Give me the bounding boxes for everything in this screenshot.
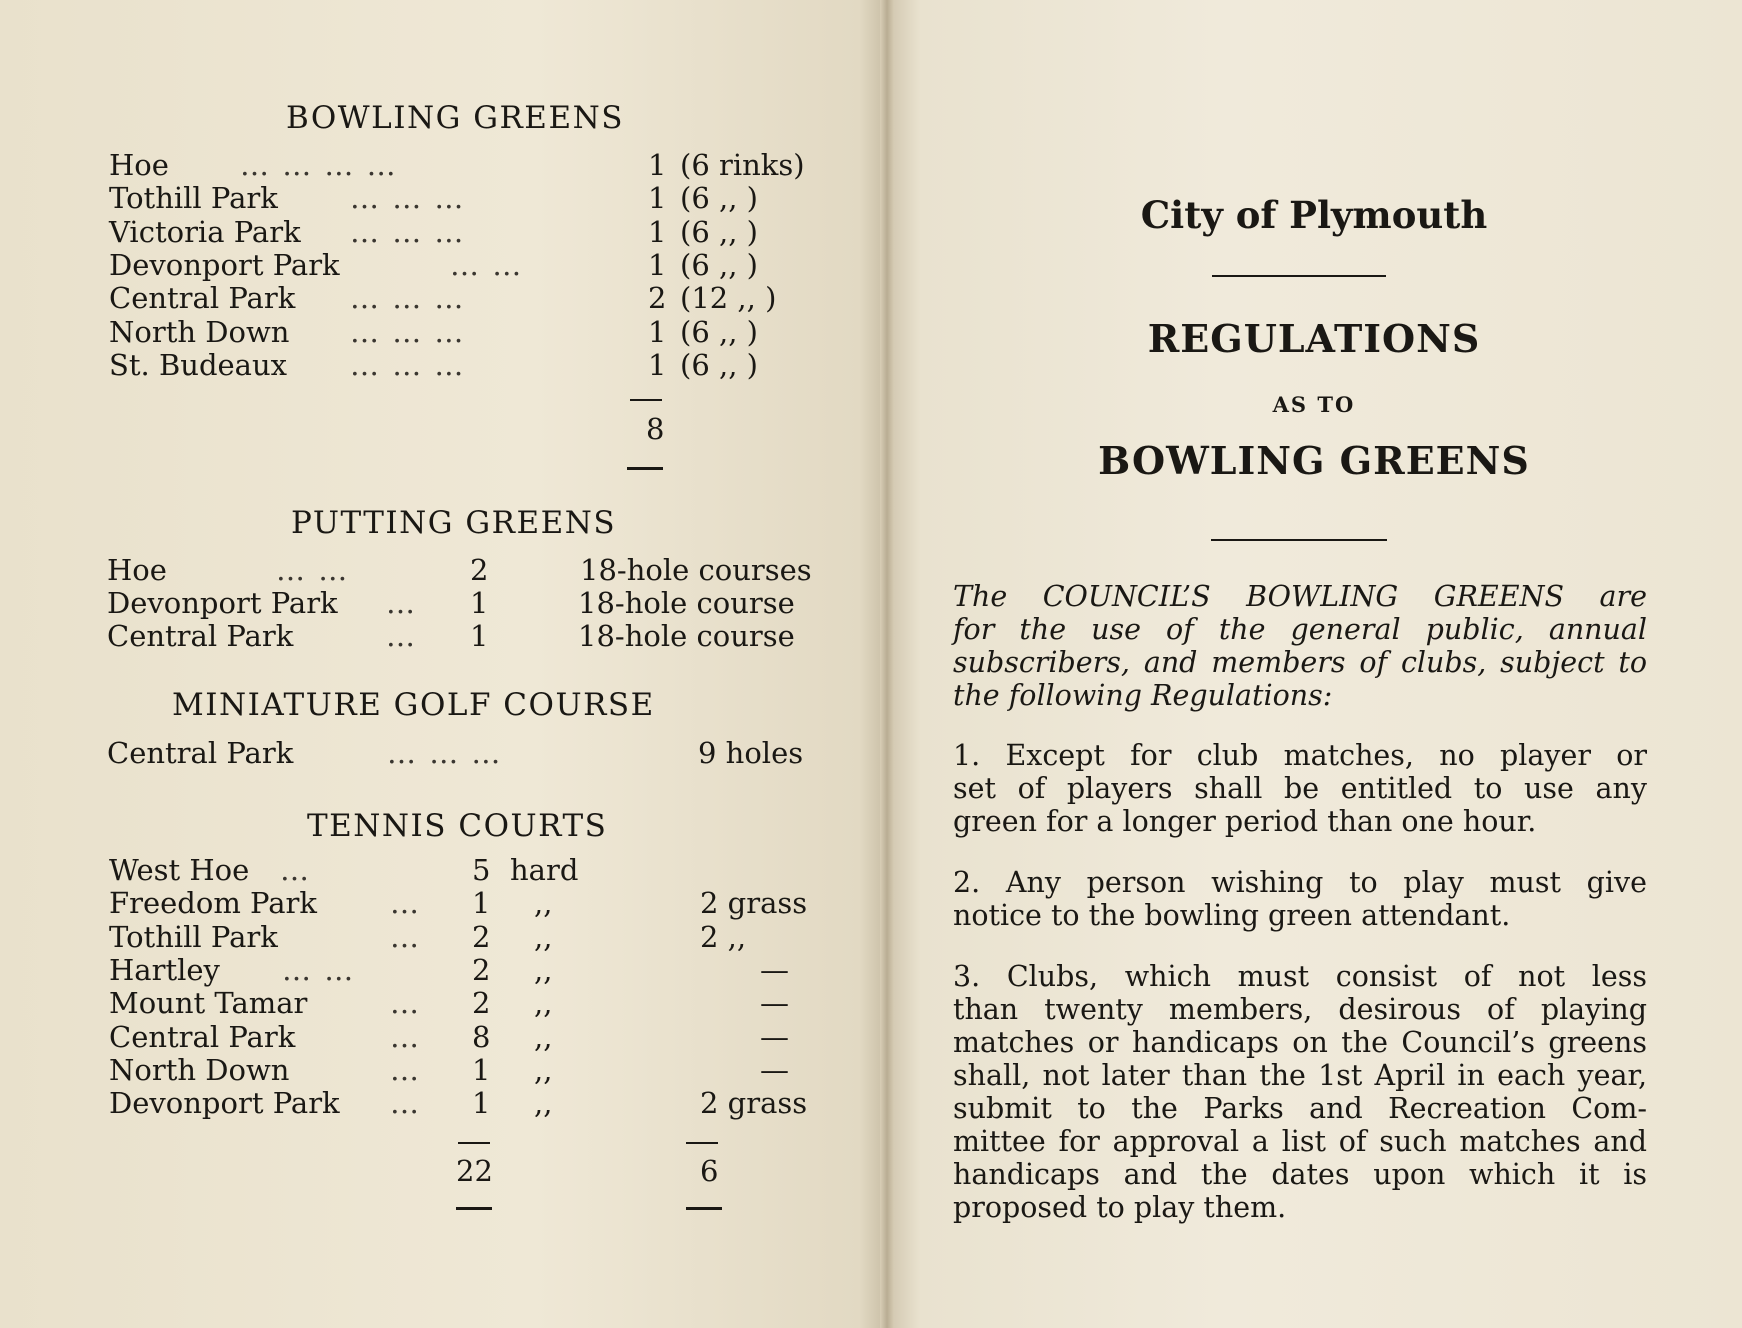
- venue-name: St. Budeaux: [109, 347, 287, 382]
- leader-dots: … …: [282, 952, 356, 987]
- leader-dots: …: [280, 853, 311, 887]
- hard-court-count: 2: [472, 986, 491, 1021]
- bowling-total: 8: [646, 412, 665, 446]
- course-count: 2: [470, 553, 489, 587]
- leader-dots: …: [390, 1086, 421, 1121]
- title-rule: [1212, 275, 1386, 277]
- venue-name: Central Park: [109, 1019, 296, 1054]
- leader-dots: …: [386, 619, 417, 653]
- tennis-courts-title: TENNIS COURTS: [307, 808, 608, 844]
- rinks-detail: (6 rinks): [680, 148, 805, 182]
- green-count: 1: [648, 148, 667, 182]
- tennis-grass-total-rule: [686, 1207, 722, 1210]
- bowling-total-row: [0, 412, 886, 446]
- text-line: for the use of the general public, annual: [953, 613, 1647, 646]
- leader-dots: … …: [276, 553, 350, 587]
- grass-court-count: —: [760, 1052, 789, 1087]
- grass-court-count: —: [760, 952, 789, 987]
- regulation-3: [953, 960, 1647, 1224]
- rinks-detail: (12 ,, ): [680, 281, 777, 316]
- venue-name: North Down: [109, 1052, 290, 1087]
- leader-dots: …: [390, 986, 421, 1021]
- table-row: [0, 1020, 886, 1054]
- table-row: [0, 986, 886, 1020]
- leader-dots: …: [390, 1052, 421, 1087]
- golf-row: [0, 736, 886, 770]
- rinks-detail: (6 ,, ): [680, 181, 758, 216]
- text-line: matches or handicaps on the Council’s greens: [953, 1026, 1647, 1059]
- venue-name: Victoria Park: [109, 214, 301, 249]
- leader-dots: …: [390, 886, 421, 921]
- green-count: 1: [648, 214, 667, 249]
- leader-dots: …: [390, 1019, 421, 1054]
- venue-name: Tothill Park: [109, 181, 278, 216]
- table-row: [0, 248, 886, 282]
- heading-rule: [1211, 539, 1387, 541]
- text-line: mittee for approval a list of such matches and: [953, 1125, 1647, 1158]
- course-detail: 18-hole course: [578, 586, 795, 620]
- regulations-heading: REGULATIONS: [1147, 316, 1481, 361]
- hard-court-count: 8: [472, 1019, 491, 1054]
- table-row: [0, 181, 886, 215]
- course-detail: 18-hole course: [578, 619, 795, 653]
- golf-dots: … … …: [387, 736, 503, 770]
- table-row: [0, 953, 886, 987]
- golf-venue: Central Park: [107, 736, 294, 770]
- green-count: 1: [648, 181, 667, 216]
- court-kind: ,,: [534, 919, 553, 954]
- text-line: the following Regulations:: [953, 679, 1333, 712]
- grass-court-count: 2 ,,: [700, 919, 747, 954]
- text-line: set of players shall be entitled to use any: [953, 772, 1647, 805]
- golf-holes: 9 holes: [698, 736, 804, 770]
- green-count: 1: [648, 347, 667, 382]
- table-row: [0, 1086, 886, 1120]
- tennis-total-grass: 6: [700, 1154, 719, 1188]
- text-line: subscribers, and members of clubs, subject to: [953, 646, 1647, 679]
- table-row: [0, 553, 886, 587]
- grass-court-count: 2 grass: [700, 1086, 808, 1121]
- table-row: [0, 619, 886, 653]
- venue-name: Central Park: [109, 281, 296, 316]
- hard-court-count: 1: [472, 1052, 491, 1087]
- table-row: [0, 586, 886, 620]
- leader-dots: … …: [450, 247, 524, 282]
- venue-name: Hoe: [107, 553, 167, 587]
- tennis-total-row: [0, 1154, 886, 1188]
- grass-court-count: —: [760, 1019, 789, 1054]
- city-title: City of Plymouth: [1140, 193, 1488, 237]
- rinks-detail: (6 ,, ): [680, 247, 758, 282]
- intro-paragraph: [953, 580, 1647, 712]
- venue-name: Tothill Park: [109, 919, 278, 954]
- court-kind: ,,: [534, 886, 553, 921]
- tennis-hard-total-rule: [456, 1207, 492, 1210]
- venue-name: Devonport Park: [109, 1086, 340, 1121]
- venue-name: Hoe: [109, 148, 169, 182]
- putting-greens-title: PUTTING GREENS: [291, 505, 617, 541]
- venue-name: Central Park: [107, 619, 294, 653]
- rinks-detail: (6 ,, ): [680, 347, 758, 382]
- text-line: handicaps and the dates upon which it is: [953, 1158, 1647, 1191]
- court-kind: hard: [510, 853, 579, 887]
- course-count: 1: [470, 586, 489, 620]
- miniature-golf-title: MINIATURE GOLF COURSE: [172, 687, 655, 723]
- table-row: [0, 1053, 886, 1087]
- as-to-label: AS TO: [1272, 392, 1356, 417]
- green-count: 1: [648, 247, 667, 282]
- hard-court-count: 1: [472, 886, 491, 921]
- table-row: [0, 348, 886, 382]
- court-kind: ,,: [534, 1019, 553, 1054]
- green-count: 2: [648, 281, 667, 316]
- text-line: proposed to play them.: [953, 1191, 1287, 1224]
- tennis-grass-subtotal-rule: [686, 1142, 718, 1144]
- venue-name: Devonport Park: [107, 586, 338, 620]
- text-line: 3. Clubs, which must consist of not less: [953, 960, 1647, 993]
- leader-dots: …: [386, 586, 417, 620]
- leader-dots: … … …: [350, 214, 466, 249]
- regulation-2: [953, 866, 1647, 932]
- leader-dots: … … …: [350, 314, 466, 349]
- grass-court-count: 2 grass: [700, 886, 808, 921]
- table-row: [0, 853, 886, 887]
- bowling-greens-heading: BOWLING GREENS: [1098, 438, 1530, 483]
- court-kind: ,,: [534, 952, 553, 987]
- grass-court-count: —: [760, 986, 789, 1021]
- leader-dots: … … …: [350, 347, 466, 382]
- bowling-greens-title: BOWLING GREENS: [286, 100, 624, 136]
- venue-name: West Hoe: [109, 853, 250, 887]
- text-line: notice to the bowling green attendant.: [953, 899, 1511, 932]
- court-kind: ,,: [534, 1086, 553, 1121]
- table-row: [0, 215, 886, 249]
- text-line: submit to the Parks and Recreation Com-: [953, 1092, 1647, 1125]
- bowling-subtotal-rule: [630, 399, 662, 401]
- court-kind: ,,: [534, 986, 553, 1021]
- hard-court-count: 2: [472, 952, 491, 987]
- table-row: [0, 315, 886, 349]
- green-count: 1: [648, 314, 667, 349]
- regulation-1: [953, 739, 1647, 838]
- tennis-hard-subtotal-rule: [458, 1142, 490, 1144]
- venue-name: Hartley: [109, 952, 220, 987]
- leader-dots: … … …: [350, 281, 466, 316]
- leader-dots: …: [390, 919, 421, 954]
- venue-name: Freedom Park: [109, 886, 317, 921]
- table-row: [0, 920, 886, 954]
- hard-court-count: 1: [472, 1086, 491, 1121]
- leader-dots: … … …: [350, 181, 466, 216]
- course-count: 1: [470, 619, 489, 653]
- text-line: shall, not later than the 1st April in each year,: [953, 1059, 1647, 1092]
- text-line: 2. Any person wishing to play must give: [953, 866, 1647, 899]
- tennis-total-hard: 22: [456, 1154, 493, 1188]
- table-row: [0, 148, 886, 182]
- bowling-total-rule: [627, 467, 663, 470]
- text-line: green for a longer period than one hour.: [953, 805, 1537, 838]
- rinks-detail: (6 ,, ): [680, 314, 758, 349]
- course-detail: 18-hole courses: [580, 553, 812, 587]
- venue-name: North Down: [109, 314, 290, 349]
- court-kind: ,,: [534, 1052, 553, 1087]
- table-row: [0, 886, 886, 920]
- text-line: than twenty members, desirous of playing: [953, 993, 1647, 1026]
- leader-dots: … … … …: [240, 148, 398, 182]
- venue-name: Devonport Park: [109, 247, 340, 282]
- hard-court-count: 2: [472, 919, 491, 954]
- table-row: [0, 281, 886, 315]
- text-line: The COUNCIL’S BOWLING GREENS are: [953, 580, 1647, 613]
- hard-court-count: 5: [472, 853, 491, 887]
- rinks-detail: (6 ,, ): [680, 214, 758, 249]
- text-line: 1. Except for club matches, no player or: [953, 739, 1647, 772]
- venue-name: Mount Tamar: [109, 986, 308, 1021]
